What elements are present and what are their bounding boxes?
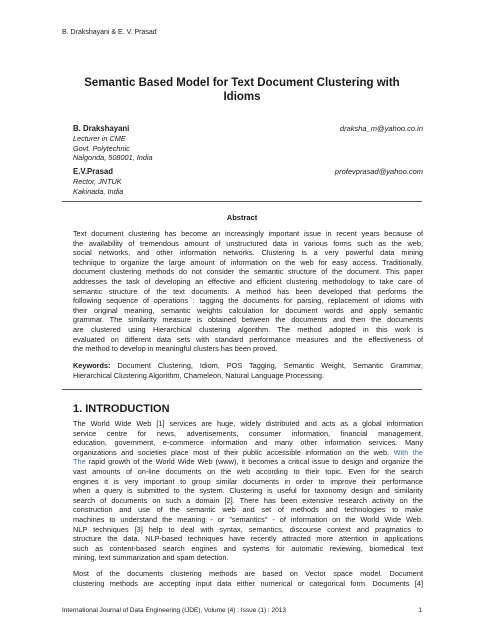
abstract-line: semantic structure of the text documents. A method has been developed that performs the [73, 286, 423, 296]
intro-line: service centre for news, advertisements, consumer information, financial management, [73, 428, 423, 438]
abstract-line: the method to develop in meaningful clusters has been proved. [73, 344, 278, 354]
intro-text-highlight: The [73, 457, 86, 467]
author-email: draksha_m@yahoo.co.in [339, 124, 423, 133]
section-heading: 1. INTRODUCTION [73, 403, 170, 415]
author-affiliation: Govt. Polytechnic [73, 143, 130, 153]
paper-title [62, 76, 422, 104]
intro-line: such as content-based search engines and systems for automatic reviewing, biomedical text [73, 543, 423, 553]
keywords-line [73, 361, 423, 371]
abstract-line: are clustered using Hierarchical clustering algorithm. The method adopted in this work is [73, 324, 423, 334]
journal-citation: International Journal of Data Engineering (IJDE), Volume (4) : Issue (1) : 2013 [62, 607, 287, 614]
intro-line: education, government, e-commerce information and many other information services. Many [73, 438, 423, 448]
intro-line: engines it is very important to group similar documents in order to improve their performance [73, 476, 423, 486]
intro-line: The World Wide Web [1] services are huge, widely distributed and acts as a global information [73, 419, 423, 428]
intro-text-highlight: With the [393, 447, 423, 457]
abstract-line: document clustering methods do not consider the semantic structure of the document. This paper [73, 267, 423, 277]
page-number: 1 [418, 607, 422, 614]
intro-paragraph [73, 419, 423, 563]
running-head: B. Drakshayani & E. V. Prasad [62, 29, 157, 36]
abstract-line: their original meaning, semantic weights calculation for document words and apply semantic [73, 305, 423, 315]
author-block [73, 124, 423, 163]
intro-line: Most of the documents clustering methods are based on Vector space model. Document [73, 569, 423, 578]
author-name: E.V.Prasad [73, 167, 114, 176]
intro-line: structure the data. NLP-based techniques have recently attracted more attention in applications [73, 534, 423, 544]
intro-text: rapid growth of the World Wide Web (www), it becomes a critical issue to design and organize the [88, 457, 423, 467]
intro-line [73, 457, 423, 467]
intro-line: vast amounts of on-line documents on the web according to their topic. Even for the search [73, 466, 423, 476]
abstract-heading: Abstract [226, 213, 258, 222]
abstract-line: following sequence of operations : tagging the documents for parsing, replacement of idioms with [73, 296, 423, 306]
intro-line: clustering methods are accepting input data either numerical or categorical form. Documents [4] [73, 578, 423, 588]
divider [62, 201, 422, 202]
author-block [73, 167, 423, 196]
author-affiliation: Kakinada, India [73, 186, 124, 196]
abstract-text [73, 229, 423, 354]
author-affiliation: Rector, JNTUK [73, 177, 122, 186]
divider [62, 389, 422, 390]
abstract-line: the availability of tremendous amount of unstructured data in various forms such as the web, [73, 238, 423, 248]
intro-text: organizations and societies place most of their public accessible information on the web. [73, 447, 390, 457]
abstract-line: evaluated on different data sets with standard performance measures and the effectiveness of [73, 334, 423, 344]
abstract-line: Text document clustering has become an increasingly important issue in recent years because of [73, 229, 423, 238]
title-line: Semantic Based Model for Text Document Clustering with [84, 77, 400, 89]
keywords-label: Keywords: [73, 361, 111, 370]
intro-paragraph [73, 569, 423, 588]
intro-line: mining, text summarization and spam detection. [73, 553, 229, 563]
keywords [73, 361, 423, 380]
abstract-line: addresses the task of developing an effective and efficient clustering methodology to take care of [73, 276, 423, 286]
abstract-line: social networks, and other information networks. Clustering is a very powerful data mining [73, 248, 423, 258]
keywords-text: Document Clustering, Idiom, POS Tagging, Semantic Weight, Semantic Grammar, [110, 361, 423, 370]
keywords-line: Hierarchical Clustering Algorithm, Chameleon, Natural Language Processing. [73, 370, 325, 380]
abstract-line: technique to organize the large amount of information on the web for easy access. Traditionally, [73, 257, 423, 267]
intro-line: search of documents on such a domain [2]. There has been extensive research activity on the [73, 495, 423, 505]
intro-line: machines to understand the meaning - or "semantics" - of information on the World Wide Web. [73, 514, 423, 524]
page-footer [62, 607, 422, 614]
author-affiliation: Lecturer in CME [73, 134, 126, 143]
intro-line [73, 448, 423, 458]
intro-line: construction and use of the semantic web and set of methods and technologies to make [73, 505, 423, 515]
intro-line: when a query is submitted to the system. Clustering is useful for taxonomy design and similarity [73, 486, 423, 496]
intro-line: NLP techniques [3] help to deal with syntax, semantics, discourse context and pragmatics to [73, 524, 423, 534]
title-line: Idioms [223, 91, 261, 103]
author-email: profevprasad@yahoo.com [334, 167, 423, 176]
author-name: B. Drakshayani [73, 124, 130, 133]
abstract-line: grammar. The similarity measure is obtained between the documents and then the documents [73, 315, 423, 325]
author-affiliation: Nalgonda, 508001, India [73, 153, 153, 162]
